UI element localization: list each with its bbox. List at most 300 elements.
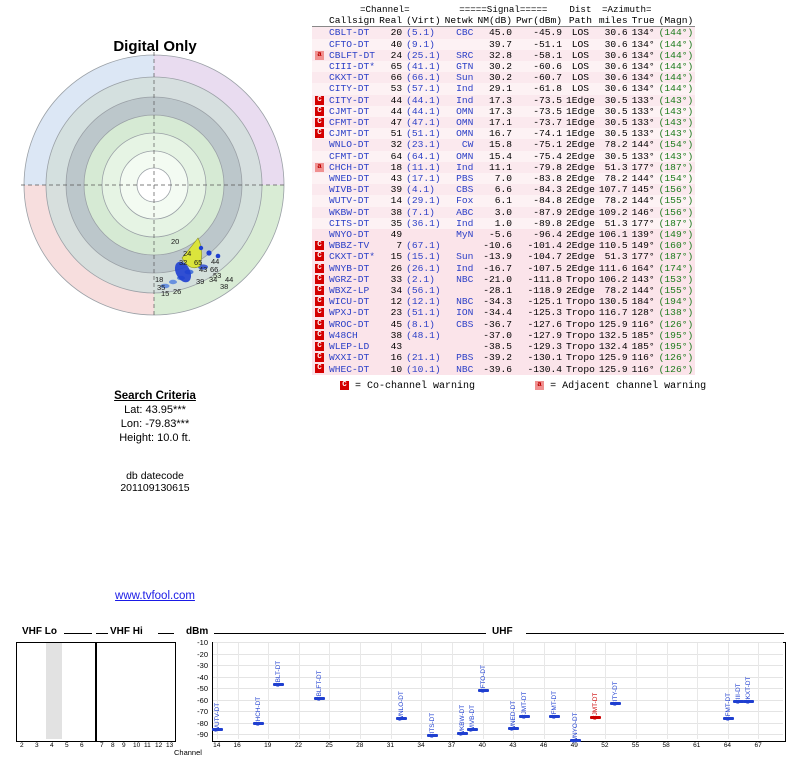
table-row[interactable]	[312, 151, 695, 162]
row-azimuth-true: 185°	[631, 341, 655, 353]
table-row[interactable]	[312, 39, 695, 50]
table-row[interactable]	[312, 307, 695, 318]
row-azimuth-true: 133°	[631, 94, 655, 106]
table-row[interactable]	[312, 139, 695, 150]
row-warning-flag	[312, 151, 327, 162]
adjacent-channel-warning-icon: a	[535, 381, 544, 390]
legend-adj-text: = Adjacent channel warning	[550, 380, 707, 392]
row-callsign: W48CH	[329, 329, 358, 341]
row-noise-margin: -16.7	[483, 262, 512, 274]
gridline-vertical	[329, 643, 330, 739]
row-power: -75.1	[533, 139, 563, 151]
table-row[interactable]	[312, 27, 695, 39]
row-distance: 111.6	[598, 262, 628, 274]
row-azimuth-true: 144°	[631, 139, 655, 151]
row-azimuth-magnetic: (195°)	[658, 329, 694, 341]
table-group-header: =Channel=	[360, 4, 410, 15]
row-azimuth-magnetic: (143°)	[658, 150, 694, 162]
polar-signal-plot	[13, 20, 298, 320]
row-distance: 132.4	[598, 341, 628, 353]
row-path: Tropo	[566, 341, 595, 353]
row-warning-flag	[312, 352, 327, 363]
row-virtual-channel: (47.1)	[406, 117, 441, 129]
row-power: -60.6	[533, 61, 563, 73]
gridline-vertical	[299, 643, 300, 739]
row-callsign: WPXJ-DT	[329, 307, 370, 319]
row-distance: 30.6	[604, 27, 628, 39]
table-column-header[interactable]: Real	[379, 15, 403, 27]
x-tick-label: 46	[539, 742, 548, 749]
row-network: SRC	[456, 49, 474, 61]
database-datecode	[0, 470, 310, 494]
row-virtual-channel: (17.1)	[406, 173, 441, 185]
row-network: CW	[461, 139, 474, 151]
row-distance: 107.7	[598, 184, 628, 196]
row-noise-margin: -13.9	[483, 251, 512, 263]
table-row[interactable]	[312, 72, 695, 83]
row-real-channel: 66	[390, 72, 403, 84]
co-channel-warning-icon: C	[315, 252, 324, 261]
row-power: -130.4	[527, 363, 563, 375]
row-network: Ind	[456, 262, 474, 274]
row-power: -104.7	[527, 251, 563, 263]
row-network: Ind	[456, 94, 474, 106]
row-warning-flag	[312, 274, 327, 285]
row-azimuth-magnetic: (149°)	[658, 229, 694, 241]
co-channel-warning-icon: C	[315, 320, 324, 329]
row-warning-flag	[312, 364, 327, 375]
svg-text:35: 35	[157, 283, 166, 292]
co-channel-warning-icon: C	[340, 381, 349, 390]
row-real-channel: 20	[390, 27, 403, 39]
row-azimuth-magnetic: (156°)	[658, 206, 694, 218]
co-channel-warning-icon: C	[315, 107, 324, 116]
x-tick-label: 19	[264, 742, 272, 749]
gridline-vertical	[452, 643, 453, 739]
table-column-header[interactable]: miles	[598, 15, 628, 27]
x-tick-label: 3	[35, 742, 39, 749]
row-real-channel: 7	[396, 240, 403, 252]
row-virtual-channel: (10.1)	[406, 363, 441, 375]
row-warning-flag	[312, 341, 327, 352]
table-row[interactable]	[312, 184, 695, 195]
row-distance: 78.2	[604, 139, 628, 151]
row-virtual-channel: (11.1)	[406, 161, 441, 173]
row-virtual-channel: (8.1)	[406, 318, 435, 330]
table-group-header: =====Signal=====	[459, 4, 548, 15]
table-row[interactable]	[312, 240, 695, 251]
row-virtual-channel: (25.1)	[406, 49, 441, 61]
row-distance: 125.9	[598, 352, 628, 364]
row-network: Sun	[456, 72, 474, 84]
row-azimuth-magnetic: (144°)	[658, 72, 694, 84]
row-distance: 30.5	[604, 128, 628, 140]
gridline-vertical	[391, 643, 392, 739]
datecode-label: db datecode	[126, 470, 184, 482]
row-real-channel: 47	[390, 117, 403, 129]
row-virtual-channel: (4.1)	[406, 184, 435, 196]
x-tick-label: 16	[233, 742, 241, 749]
table-row[interactable]	[312, 330, 695, 341]
row-azimuth-true: 144°	[631, 195, 655, 207]
row-azimuth-magnetic: (156°)	[658, 184, 694, 196]
table-row[interactable]	[312, 195, 695, 206]
row-real-channel: 43	[390, 341, 403, 353]
y-tick-label: -40	[197, 672, 208, 682]
row-virtual-channel	[404, 341, 443, 352]
table-row[interactable]	[312, 263, 695, 274]
table-row[interactable]	[312, 229, 695, 240]
row-azimuth-magnetic: (143°)	[658, 117, 694, 129]
row-azimuth-magnetic: (187°)	[658, 161, 694, 173]
row-path: 1Edge	[566, 94, 595, 106]
row-real-channel: 34	[390, 285, 403, 297]
row-callsign: WBXZ-LP	[329, 285, 370, 297]
spectrum-bar-label: CFTO-DT	[479, 665, 487, 694]
table-column-header-row	[312, 15, 695, 27]
row-power: -73.5	[533, 105, 563, 117]
row-virtual-channel: (66.1)	[406, 72, 441, 84]
table-column-header[interactable]: (Magn)	[658, 15, 694, 27]
row-azimuth-true: 134°	[631, 72, 655, 84]
station-table	[312, 4, 695, 375]
spectrum-bar-label: WNED-DT	[510, 700, 518, 732]
row-network: NBC	[456, 273, 474, 285]
x-tick-label: 22	[294, 742, 303, 749]
row-network	[443, 330, 476, 341]
legend-co-channel	[340, 381, 475, 392]
svg-text:65: 65	[194, 258, 203, 267]
row-network	[443, 285, 476, 296]
svg-text:38: 38	[220, 282, 229, 291]
row-distance: 30.6	[604, 72, 628, 84]
vhf-lo-title: VHF Lo	[22, 626, 57, 637]
row-power: -127.6	[527, 318, 563, 330]
svg-text:34: 34	[209, 275, 218, 284]
row-warning-flag	[312, 61, 327, 72]
row-warning-flag	[312, 263, 327, 274]
row-network: CBS	[456, 184, 474, 196]
row-network: OMN	[456, 117, 474, 129]
co-channel-warning-icon: C	[315, 118, 324, 127]
gridline-vertical	[544, 643, 545, 739]
row-azimuth-true: 134°	[631, 27, 655, 39]
co-channel-warning-icon: C	[315, 286, 324, 295]
row-power: -89.8	[533, 217, 563, 229]
row-azimuth-true: 139°	[631, 229, 655, 241]
row-azimuth-true: 185°	[631, 329, 655, 341]
co-channel-warning-icon: C	[315, 331, 324, 340]
table-row[interactable]	[312, 319, 695, 330]
tvfool-link[interactable]: www.tvfool.com	[115, 590, 195, 602]
table-row[interactable]	[312, 162, 695, 173]
row-azimuth-magnetic: (155°)	[658, 285, 694, 297]
row-network: PBS	[456, 173, 474, 185]
table-row[interactable]	[312, 285, 695, 296]
row-callsign: WBBZ-TV	[329, 240, 370, 252]
row-distance: 30.5	[604, 117, 628, 129]
row-warning-flag	[312, 39, 327, 50]
table-column-header[interactable]: Pwr(dBm)	[515, 15, 563, 27]
row-path: 2Edge	[566, 195, 595, 207]
row-azimuth-true: 144°	[631, 285, 655, 297]
search-criteria	[0, 390, 310, 444]
row-warning-flag	[312, 240, 327, 251]
row-callsign: CIII-DT*	[329, 61, 376, 73]
row-power: -111.8	[527, 273, 563, 285]
table-row[interactable]	[312, 83, 695, 94]
co-channel-warning-icon: C	[315, 353, 324, 362]
row-real-channel: 12	[390, 296, 403, 308]
spectrum-bar-label: CBLT-DT	[275, 661, 283, 688]
row-virtual-channel: (56.1)	[406, 285, 441, 297]
table-column-header[interactable]: True	[631, 15, 655, 27]
vhf-hi-title: VHF Hi	[110, 626, 143, 637]
table-row[interactable]	[312, 296, 695, 307]
table-row[interactable]	[312, 61, 695, 72]
row-real-channel: 10	[390, 363, 403, 375]
row-network: Ind	[456, 217, 474, 229]
row-azimuth-magnetic: (174°)	[658, 262, 694, 274]
row-network: OMN	[456, 150, 474, 162]
row-distance: 125.9	[598, 318, 628, 330]
spectrum-bar-label: CJMT-DT	[592, 692, 600, 720]
row-callsign: CBLFT-DT	[329, 49, 376, 61]
row-power: -73.5	[533, 94, 563, 106]
row-path: 2Edge	[566, 262, 595, 274]
spectrum-bar-label: CITY-DT	[612, 681, 620, 706]
row-noise-margin: 30.2	[488, 72, 512, 84]
row-distance: 51.3	[604, 251, 628, 263]
table-row[interactable]	[312, 128, 695, 139]
row-callsign: WNYO-DT	[329, 229, 370, 241]
row-real-channel: 16	[390, 352, 403, 364]
row-distance: 30.5	[604, 105, 628, 117]
co-channel-warning-icon: C	[315, 241, 324, 250]
row-azimuth-magnetic: (187°)	[658, 217, 694, 229]
row-power: -129.3	[527, 341, 563, 353]
spectrum-bar-label: WKBW-DT	[459, 704, 467, 736]
y-tick-label: -80	[197, 718, 208, 728]
adjacent-channel-warning-icon: a	[315, 163, 324, 172]
y-tick-label: -90	[197, 730, 208, 740]
row-real-channel: 44	[390, 105, 403, 117]
row-network	[443, 39, 476, 50]
row-noise-margin: -39.6	[483, 363, 512, 375]
row-azimuth-magnetic: (154°)	[658, 139, 694, 151]
row-real-channel: 33	[390, 273, 403, 285]
gridline-vertical	[697, 643, 698, 739]
svg-text:44: 44	[225, 275, 234, 284]
row-distance: 132.5	[598, 329, 628, 341]
vhf-lo-rule	[64, 633, 92, 634]
table-column-header[interactable]: Path	[564, 15, 597, 27]
row-noise-margin: 17.1	[488, 117, 512, 129]
row-power: -51.1	[533, 38, 563, 50]
row-power: -74.1	[533, 128, 563, 140]
row-real-channel: 18	[390, 161, 403, 173]
row-azimuth-true: 116°	[631, 363, 655, 375]
row-warning-flag	[312, 319, 327, 330]
row-path: 2Edge	[566, 251, 595, 263]
row-virtual-channel: (48.1)	[406, 329, 441, 341]
row-network: GTN	[456, 61, 474, 73]
table-row[interactable]	[312, 352, 695, 363]
row-real-channel: 23	[390, 307, 403, 319]
table-row[interactable]	[312, 50, 695, 61]
row-distance: 78.2	[604, 173, 628, 185]
row-callsign: WNLO-DT	[329, 139, 370, 151]
row-network: NBC	[456, 363, 474, 375]
row-azimuth-magnetic: (144°)	[658, 38, 694, 50]
row-real-channel: 44	[390, 94, 403, 106]
row-real-channel: 38	[390, 329, 403, 341]
table-group-header-row	[312, 4, 695, 15]
station-table-wrap	[312, 4, 800, 392]
row-azimuth-true: 133°	[631, 117, 655, 129]
table-row[interactable]	[312, 218, 695, 229]
row-network: Sun	[456, 251, 474, 263]
row-noise-margin: -10.6	[483, 240, 512, 252]
row-azimuth-true: 134°	[631, 83, 655, 95]
row-virtual-channel: (41.1)	[406, 61, 441, 73]
row-noise-margin: -37.0	[483, 329, 512, 341]
spectrum-bar-label: CFMT-DT	[551, 691, 559, 720]
row-warning-flag	[312, 106, 327, 117]
svg-text:39: 39	[196, 277, 205, 286]
row-network: ABC	[456, 206, 474, 218]
row-warning-flag	[312, 139, 327, 150]
row-azimuth-magnetic: (144°)	[658, 49, 694, 61]
row-warning-flag	[312, 117, 327, 128]
x-tick-label: 2	[20, 742, 24, 749]
row-path: 2Edge	[566, 285, 595, 297]
co-channel-warning-icon: C	[315, 96, 324, 105]
table-column-header[interactable]: Netwk	[444, 15, 474, 27]
row-real-channel: 51	[390, 128, 403, 140]
location-panel	[0, 0, 310, 520]
row-path: 1Edge	[566, 117, 595, 129]
row-path: Tropo	[566, 329, 595, 341]
row-power: -107.5	[527, 262, 563, 274]
row-path: 1Edge	[566, 128, 595, 140]
table-column-header[interactable]: NM(dB)	[477, 15, 512, 27]
row-power: -79.8	[533, 161, 563, 173]
row-azimuth-true: 134°	[631, 38, 655, 50]
row-distance: 78.2	[604, 285, 628, 297]
row-noise-margin: -36.7	[483, 318, 512, 330]
row-callsign: WROC-DT	[329, 318, 370, 330]
row-callsign: CKXT-DT	[329, 72, 370, 84]
tvfool-link-wrap	[0, 590, 310, 602]
row-path: 2Edge	[566, 206, 595, 218]
row-noise-margin: 29.1	[488, 83, 512, 95]
row-real-channel: 64	[390, 150, 403, 162]
x-tick-label: 11	[144, 742, 151, 749]
spectrum-bar-label: CBLFT-DT	[316, 670, 324, 702]
table-row[interactable]	[312, 173, 695, 184]
x-tick-label: 43	[509, 742, 517, 749]
gridline-vertical	[360, 643, 361, 739]
row-network: CBS	[456, 318, 474, 330]
x-tick-label: 37	[448, 742, 456, 749]
row-path: LOS	[571, 83, 590, 95]
row-warning-flag	[312, 95, 327, 106]
row-distance: 30.6	[604, 61, 628, 73]
row-azimuth-true: 149°	[631, 240, 655, 252]
row-warning-flag	[312, 251, 327, 262]
gridline-vertical	[728, 643, 729, 739]
vhf-hi-rule-l	[96, 633, 108, 634]
row-distance: 130.5	[598, 296, 628, 308]
row-distance: 106.2	[598, 273, 628, 285]
x-tick-label: 61	[693, 742, 701, 749]
row-distance: 30.6	[604, 38, 628, 50]
row-path: 2Edge	[566, 161, 595, 173]
row-path: 2Edge	[566, 240, 595, 252]
table-row[interactable]	[312, 251, 695, 262]
row-noise-margin: 45.0	[488, 27, 512, 39]
row-network: ION	[456, 307, 474, 319]
row-warning-flag	[312, 50, 327, 61]
row-azimuth-magnetic: (138°)	[658, 307, 694, 319]
co-channel-warning-icon: C	[315, 342, 324, 351]
table-row[interactable]	[312, 364, 695, 375]
row-distance: 30.6	[604, 49, 628, 61]
row-power: -118.9	[527, 285, 563, 297]
table-group-header: =Azimuth=	[601, 4, 652, 15]
row-network: OMN	[456, 128, 474, 140]
row-azimuth-magnetic: (194°)	[658, 296, 694, 308]
svg-text:53: 53	[213, 271, 222, 280]
table-row[interactable]	[312, 95, 695, 106]
row-noise-margin: 11.1	[488, 161, 512, 173]
x-tick-label: 9	[122, 742, 126, 749]
row-distance: 116.7	[598, 307, 628, 319]
uhf-title: UHF	[492, 626, 513, 637]
table-column-header[interactable]: Callsign	[329, 15, 376, 27]
row-power: -101.4	[527, 240, 563, 252]
row-network: Ind	[456, 161, 474, 173]
row-noise-margin: 30.2	[488, 61, 512, 73]
row-distance: 30.6	[604, 83, 628, 95]
row-noise-margin: -34.3	[483, 296, 512, 308]
row-virtual-channel: (23.1)	[406, 139, 441, 151]
y-tick-label: -10	[197, 638, 208, 647]
row-power: -87.9	[533, 206, 563, 218]
row-path: 1Edge	[566, 105, 595, 117]
table-row[interactable]	[312, 341, 695, 352]
y-tick-label: -20	[197, 649, 208, 659]
table-column-header[interactable]: (Virt)	[406, 15, 441, 27]
table-row[interactable]	[312, 106, 695, 117]
row-path: 2Edge	[566, 229, 595, 241]
table-row[interactable]	[312, 117, 695, 128]
row-azimuth-magnetic: (143°)	[658, 128, 694, 140]
table-row[interactable]	[312, 207, 695, 218]
x-tick-label: 31	[386, 742, 394, 749]
row-real-channel: 24	[390, 49, 403, 61]
row-noise-margin: 6.1	[494, 195, 512, 207]
table-row[interactable]	[312, 274, 695, 285]
row-callsign: CKXT-DT*	[329, 251, 376, 263]
row-callsign: CITY-DT	[329, 94, 370, 106]
row-warning-flag	[312, 207, 327, 218]
spectrum-bar-label: CHCH-DT	[254, 697, 262, 727]
row-warning-flag	[312, 83, 327, 94]
svg-text:32: 32	[179, 258, 188, 267]
row-path: Tropo	[566, 318, 595, 330]
